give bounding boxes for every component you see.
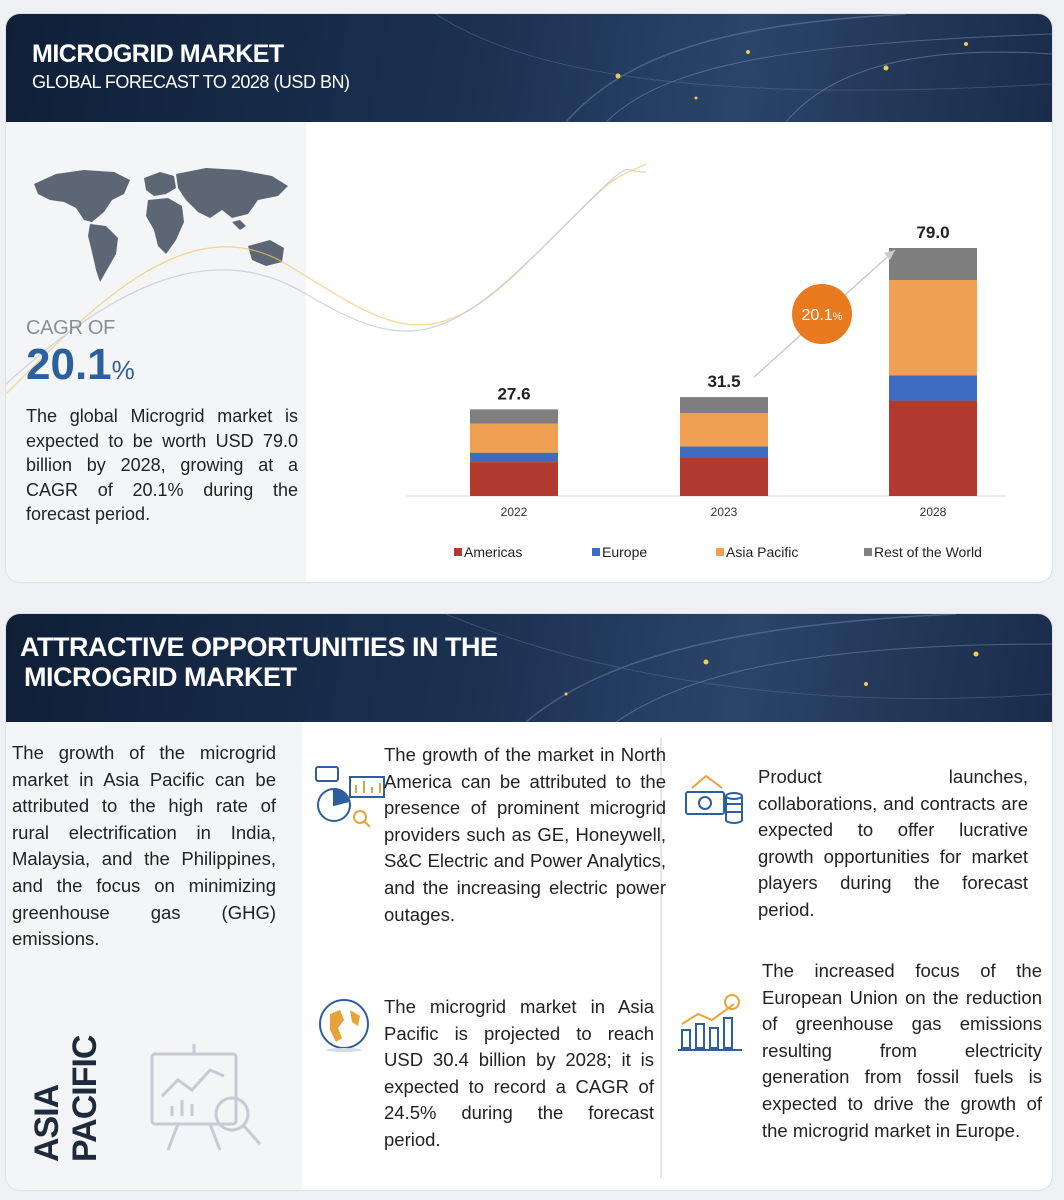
bar-2023-rest-of-the-world <box>680 397 768 413</box>
cagr-number: 20.1 <box>26 340 112 389</box>
cagr-label: CAGR OF <box>26 317 116 339</box>
bar-2022-americas <box>470 462 558 496</box>
cagr-unit: % <box>111 355 135 385</box>
x-tick-2028: 2028 <box>919 505 947 519</box>
region-label-line1: ASIA <box>28 1084 66 1162</box>
legend-swatch-asia-pacific <box>716 548 724 556</box>
bar-2022-europe <box>470 453 558 462</box>
legend-label-americas: Americas <box>464 544 523 560</box>
total-label-2022: 27.6 <box>497 384 531 404</box>
north-america-text: The growth of the market in North America can be attributed to the presence of prominent microgrid providers such as GE, Honeywell, S&C Electric and Power Analytics, and the increasing electric power outages. <box>384 744 666 925</box>
bar-2022-rest-of-the-world <box>470 409 558 423</box>
opportunities-title-line1: ATTRACTIVE OPPORTUNITIES IN THE <box>20 632 498 662</box>
x-tick-2023: 2023 <box>710 505 738 519</box>
europe-text: The increased focus of the European Union on the reduction of greenhouse gas emissions resulting from electricity generation from fossil fuels is expected to drive the growth of the microgrid market in Europe. <box>762 960 1042 1141</box>
money-stack-icon <box>682 770 746 830</box>
product-launches-text: Product launches, collaborations, and contracts are expected to offer lucrative growth opportunities for market players during the forecast period. <box>758 766 1028 920</box>
asia-pacific-projection-text: The microgrid market in Asia Pacific is projected to reach USD 30.4 billion by 2028; it is expected to record a CAGR of 24.5% during the forecast period. <box>384 996 654 1150</box>
bar-2028-asia-pacific <box>889 280 977 375</box>
legend-label-asia-pacific: Asia Pacific <box>726 544 799 560</box>
bar-2023-americas <box>680 457 768 496</box>
cagr-value <box>26 340 135 390</box>
forecast-banner <box>6 14 1052 122</box>
growth-badge-unit: % <box>832 311 843 323</box>
region-label <box>18 1010 108 1170</box>
x-tick-2022: 2022 <box>500 505 528 519</box>
bar-2022-asia-pacific <box>470 423 558 452</box>
legend-swatch-americas <box>454 548 462 556</box>
legend-swatch-europe <box>592 548 600 556</box>
bar-2028-europe <box>889 375 977 400</box>
bar-2023-asia-pacific <box>680 413 768 446</box>
legend-label-europe: Europe <box>602 544 648 560</box>
growth-badge-value: 20.1 <box>801 307 833 324</box>
stacked-bar-chart <box>306 122 1052 582</box>
presentation-chart-icon <box>148 1040 268 1160</box>
forecast-title: MICROGRID MARKET <box>32 40 284 68</box>
asia-pacific-growth-text: The growth of the microgrid market in Asia Pacific can be attributed to the high rate of rural electrification in India, Malaysia, and the Philippines, and the focus on minimizing greenhouse gas (GHG) emissions. <box>12 742 276 950</box>
market-forecast-card <box>6 14 1052 582</box>
legend-swatch-rest-of-the-world <box>864 548 872 556</box>
bar-2028-rest-of-the-world <box>889 248 977 280</box>
forecast-subtitle: GLOBAL FORECAST TO 2028 (USD BN) <box>32 72 350 92</box>
region-label-line2: PACIFIC <box>66 1035 104 1162</box>
analytics-report-icon <box>314 765 388 829</box>
total-label-2028: 79.0 <box>916 223 950 242</box>
opportunities-banner <box>6 614 1052 722</box>
chart-svg <box>306 122 1052 582</box>
bar-2023-europe <box>680 446 768 457</box>
total-label-2023: 31.5 <box>707 372 741 392</box>
legend-label-rest-of-the-world: Rest of the World <box>874 544 982 560</box>
growth-chart-icon <box>676 994 746 1054</box>
opportunities-title-line2: MICROGRID MARKET <box>24 662 297 692</box>
market-summary: The global Microgrid market is expected to be worth USD 79.0 billion by 2028, growing at a CAGR of 20.1% during the forecast period. <box>26 406 298 524</box>
globe-icon <box>314 994 374 1054</box>
bar-2028-americas <box>889 401 977 496</box>
